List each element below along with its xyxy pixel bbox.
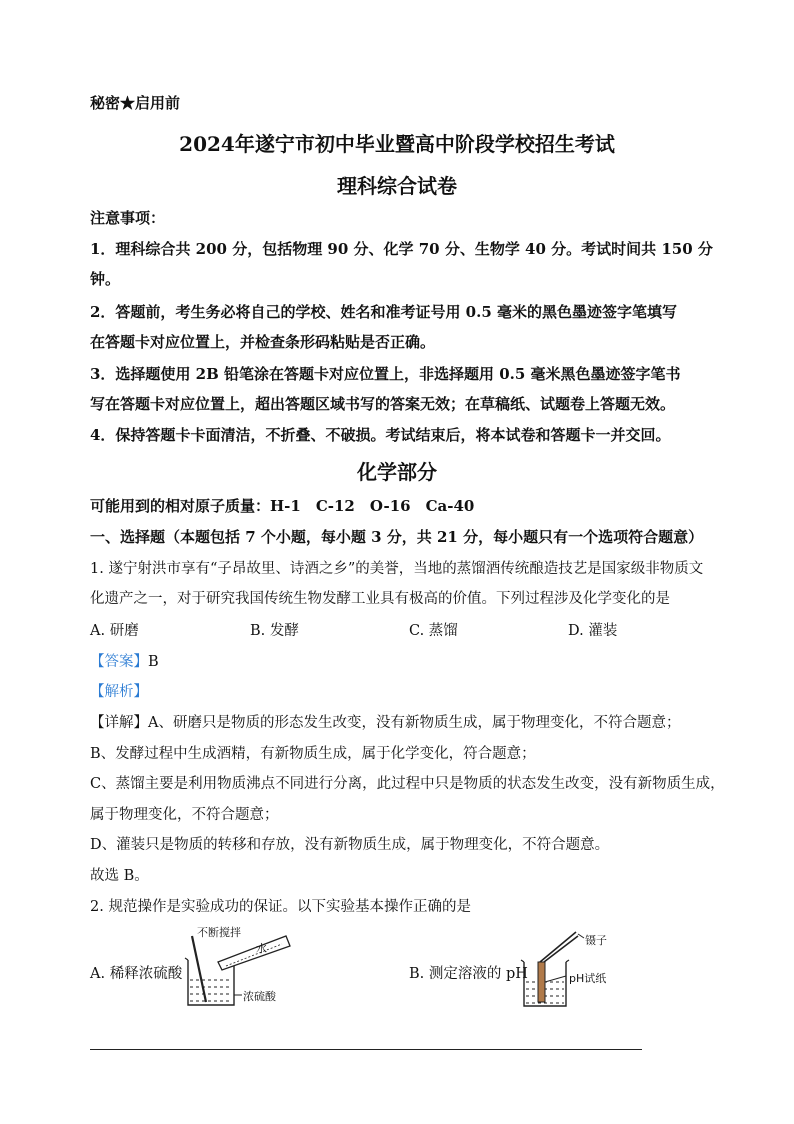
analysis-tag: 【解析】	[90, 684, 148, 700]
note-4: 4．保持答题卡卡面清洁，不折叠、不破损。考试结束后，将本试卷和答题卡一并交回。	[90, 426, 671, 444]
q1-analysis	[90, 680, 148, 701]
note-1b: 钟。	[90, 270, 121, 288]
label-acid: 浓硫酸	[243, 990, 276, 1003]
answer-value: B	[148, 654, 159, 670]
q1-conclusion: 故选 B。	[90, 868, 149, 884]
ph-test-figure	[514, 926, 624, 1012]
exam-title: 2024年遂宁市初中毕业暨高中阶段学校招生考试	[179, 132, 615, 156]
q1-option-a: A. 研磨	[90, 623, 139, 639]
note-3b: 写在答题卡对应位置上，超出答题区域书写的答案无效；在草稿纸、试题卷上答题无效。	[90, 395, 676, 413]
q1-stem-line1: 1. 遂宁射洪市享有“子昂故里、诗酒之乡”的美誉，当地的蒸馏酒传统酿造技艺是国家级非物质文	[90, 561, 704, 577]
q1-detail-c1: C、蒸馏主要是利用物质沸点不同进行分离，此过程中只是物质的状态发生改变，没有新物质生成，	[90, 776, 725, 792]
q2-stem: 2. 规范操作是实验成功的保证。以下实验基本操作正确的是	[90, 899, 471, 915]
section-title: 化学部分	[357, 460, 437, 484]
note-1a: 1．理科综合共 200 分，包括物理 90 分、化学 70 分、生物学 40 分。考试时间共 150 分	[90, 240, 713, 258]
note-3a: 3．选择题使用 2B 铅笔涂在答题卡对应位置上，非选择题用 0.5 毫米黑色墨迹签字笔书	[90, 365, 681, 383]
q1-detail-c2: 属于物理变化，不符合题意；	[90, 807, 279, 823]
q1-option-b: B. 发酵	[250, 623, 299, 639]
notes-heading: 注意事项：	[90, 209, 166, 227]
exam-subtitle: 理科综合试卷	[337, 174, 457, 198]
detail-tag: 【详解】	[90, 715, 148, 731]
q1-answer	[90, 650, 159, 671]
footer-divider	[90, 1049, 642, 1050]
label-ph-paper: pH试纸	[569, 972, 607, 985]
q1-stem-line2: 化遗产之一，对于研究我国传统生物发酵工业具有极高的价值。下列过程涉及化学变化的是	[90, 591, 670, 607]
label-water: 水	[256, 942, 267, 955]
q1-option-c: C. 蒸馏	[409, 623, 458, 639]
q1-detail-a	[90, 711, 680, 732]
part-one-heading: 一、选择题（本题包括 7 个小题，每小题 3 分，共 21 分，每小题只有一个选项符合题意）	[90, 528, 704, 546]
label-tweezers: 镊子	[585, 934, 607, 947]
q1-detail-d: D、灌装只是物质的转移和存放，没有新物质生成，属于物理变化，不符合题意。	[90, 837, 610, 853]
answer-tag: 【答案】	[90, 654, 148, 670]
label-stir: 不断搅拌	[197, 926, 241, 939]
detail-a-text: A、研磨只是物质的形态发生改变，没有新物质生成，属于物理变化，不符合题意；	[148, 715, 681, 731]
atomic-masses: 可能用到的相对原子质量：H-1 C-12 O-16 Ca-40	[90, 497, 475, 515]
q2-option-a: A. 稀释浓硫酸	[90, 966, 183, 982]
q1-option-d: D. 灌装	[568, 623, 618, 639]
secret-label: 秘密★启用前	[90, 94, 181, 112]
note-2a: 2．答题前，考生务必将自己的学校、姓名和准考证号用 0.5 毫米的黑色墨迹签字笔填写	[90, 303, 677, 321]
q1-detail-b: B、发酵过程中生成酒精，有新物质生成，属于化学变化，符合题意；	[90, 746, 536, 762]
note-2b: 在答题卡对应位置上，并检查条形码粘贴是否正确。	[90, 333, 436, 351]
q2-option-b: B. 测定溶液的 pH	[409, 966, 528, 982]
